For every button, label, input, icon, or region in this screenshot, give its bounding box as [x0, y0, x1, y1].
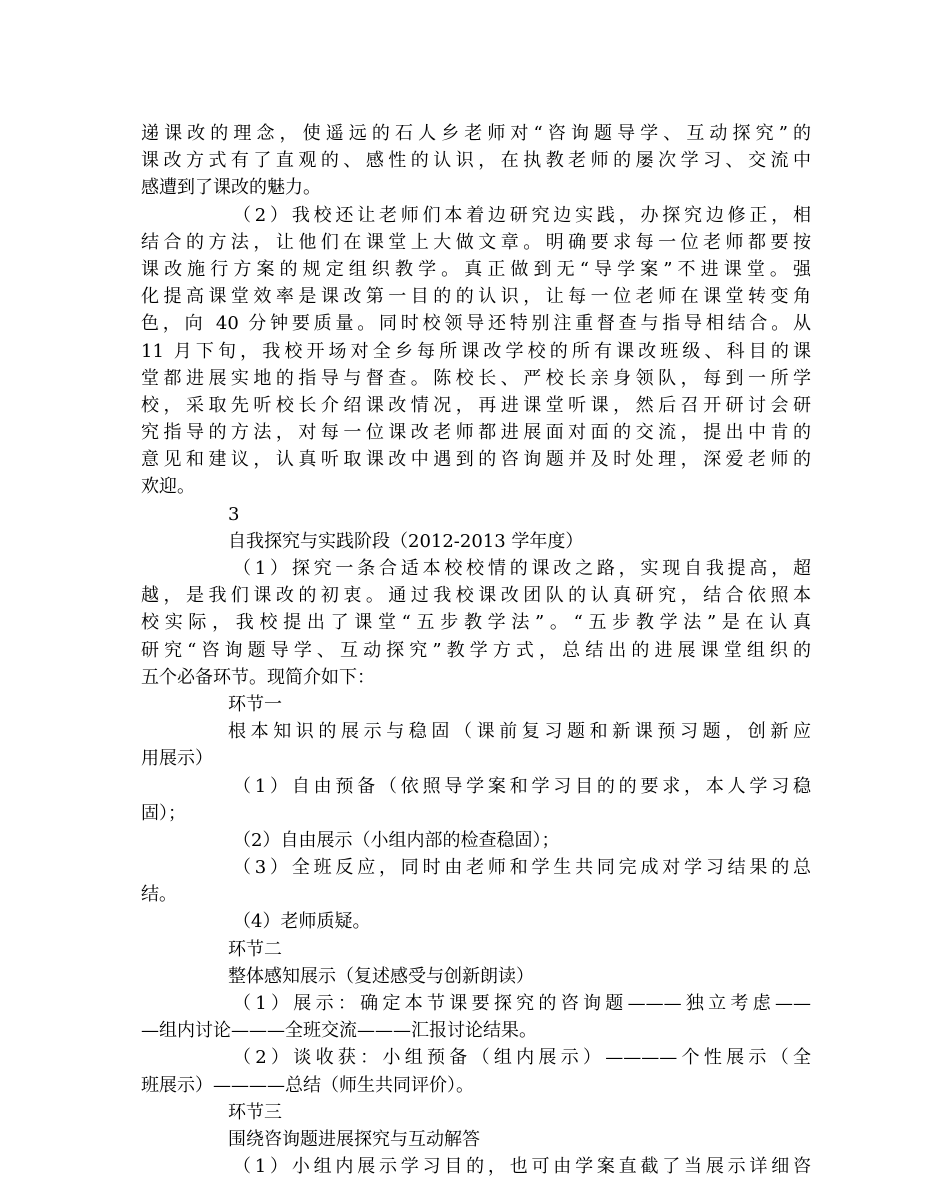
text-line: 3 — [228, 503, 240, 525]
text-line: 校，采取先听校长介绍课改情况，再进课堂听课，然后召开研讨会研 — [141, 394, 811, 416]
text-line: （1）自由预备（依照导学案和学习目的的要求，本人学习稳 — [233, 775, 811, 797]
text-line: 欢迎。 — [141, 476, 195, 498]
text-line: 环节一 — [228, 693, 282, 715]
text-line: （2）谈收获：小组预备（组内展示）————个性展示（全 — [233, 1047, 811, 1069]
text-line: —组内讨论———全班交流———汇报讨论结果。 — [141, 1020, 537, 1042]
text-line: （1）小组内展示学习目的，也可由学案直截了当展示详细咨 — [233, 1156, 811, 1178]
text-line: （2）自由展示（小组内部的检查稳固）； — [233, 829, 560, 851]
text-line: （4）老师质疑。 — [233, 911, 371, 933]
text-line: 堂都进展实地的指导与督查。陈校长、严校长亲身领队，每到一所学 — [141, 367, 811, 389]
text-line: 围绕咨询题进展探究与互动解答 — [228, 1128, 480, 1150]
text-line: 递课改的理念，使遥远的石人乡老师对“咨询题导学、互动探究”的 — [141, 123, 811, 144]
text-line: 课改方式有了直观的、感性的认识，在执教老师的屡次学习、交流中 — [141, 150, 811, 172]
text-line: 色，向 40 分钟要质量。同时校领导还特别注重督查与指导相结合。从 — [141, 313, 811, 335]
text-line: 结。 — [141, 884, 177, 906]
text-line: 班展示）————总结（师生共同评价）。 — [141, 1074, 474, 1096]
text-line: （3）全班反应，同时由老师和学生共同完成对学习结果的总 — [233, 857, 811, 879]
text-line: 固）； — [141, 802, 186, 824]
text-line: 课改施行方案的规定组织教学。真正做到无“导学案”不进课堂。强 — [141, 258, 811, 280]
text-line: 化提高课堂效率是课改第一目的的认识，让每一位老师在课堂转变角 — [141, 286, 811, 308]
text-line: （1）探究一条合适本校校情的课改之路，实现自我提高，超 — [233, 558, 811, 579]
text-line: 用展示） — [141, 748, 213, 770]
text-line: 环节二 — [228, 938, 282, 960]
text-line: 究指导的方法，对每一位课改老师都进展面对面的交流，提出中肯的 — [141, 422, 811, 444]
text-line: 感遭到了课改的魅力。 — [141, 177, 321, 199]
text-line: （2）我校还让老师们本着边研究边实践，办探究边修正，相 — [233, 204, 811, 226]
text-line: 校实际，我校提出了课堂“五步教学法”。“五步教学法”是在认真 — [141, 612, 811, 634]
text-line: （1）展示：确定本节课要探究的咨询题———独立考虑—— — [233, 993, 811, 1014]
text-line: 越，是我们课改的初衷。通过我校课改团队的认真研究，结合依照本 — [141, 585, 811, 607]
text-line: 11 月下旬，我校开场对全乡每所课改学校的所有课改班级、科目的课 — [141, 340, 811, 362]
document-page — [141, 120, 811, 1180]
text-line: 环节三 — [228, 1101, 282, 1123]
text-line: 意见和建议，认真听取课改中遇到的咨询题并及时处理，深爱老师的 — [141, 449, 811, 471]
text-line: 根本知识的展示与稳固（课前复习题和新课预习题，创新应 — [228, 721, 811, 743]
text-line: 研究“咨询题导学、互动探究”教学方式，总结出的进展课堂组织的 — [141, 639, 811, 661]
text-line: 整体感知展示（复述感受与创新朗读） — [228, 965, 534, 987]
text-line: 自我探究与实践阶段（2012-2013 学年度） — [228, 530, 584, 552]
text-line: 五个必备环节。现简介如下： — [141, 666, 375, 688]
text-line: 结合的方法，让他们在课堂上大做文章。明确要求每一位老师都要按 — [141, 231, 811, 253]
